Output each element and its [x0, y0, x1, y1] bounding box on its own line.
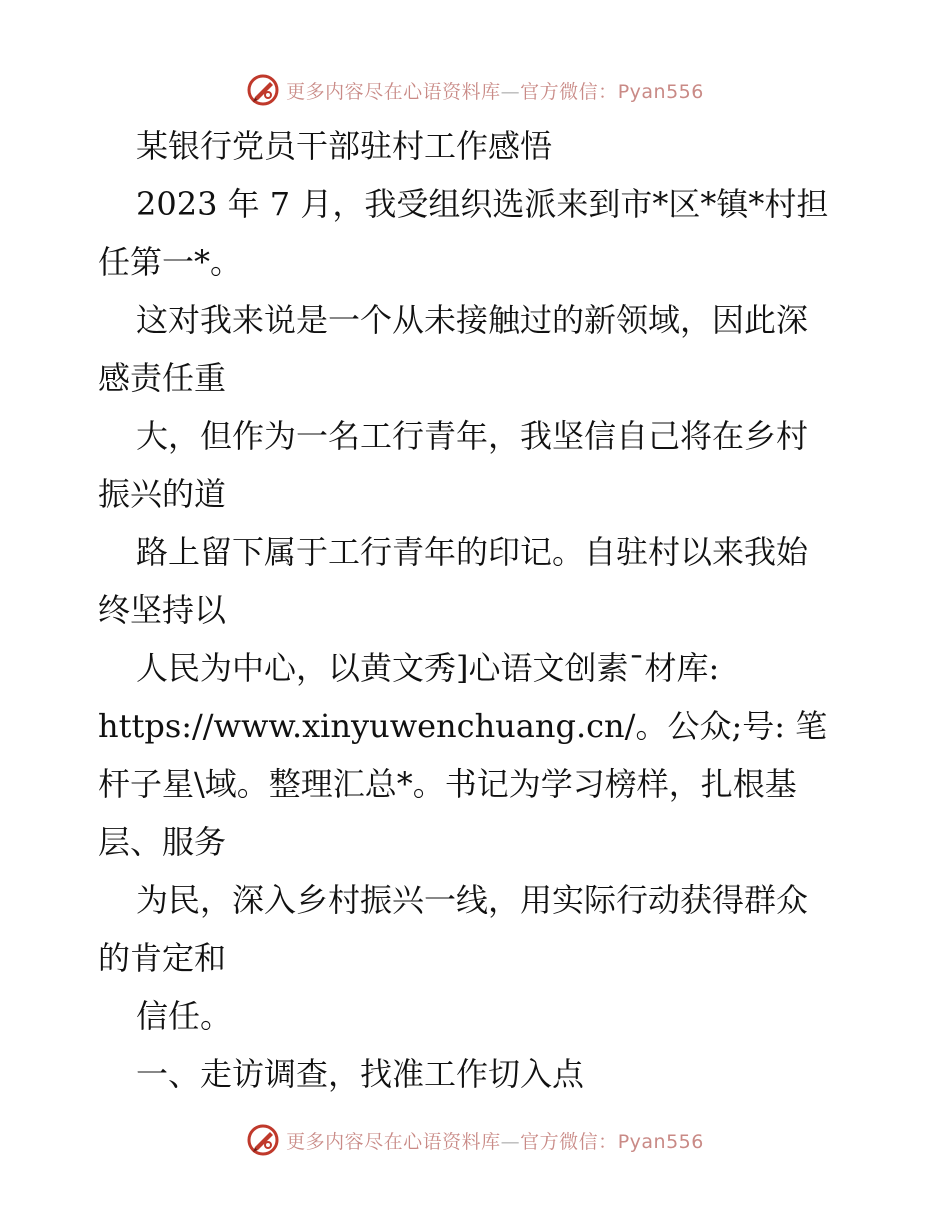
header-banner-content [246, 73, 704, 107]
body-line: 振兴的道 [98, 475, 227, 513]
body-line: 任第一*。 [98, 243, 243, 281]
body-line: 路上留下属于工行青年的印记。自驻村以来我始 [136, 533, 809, 571]
header-banner-wechat-id: Pyan556 [617, 80, 704, 103]
header-banner-text [286, 77, 704, 104]
xinyu-logo-icon [246, 1123, 280, 1157]
body-line: 大，但作为一名工行青年，我坚信自己将在乡村 [136, 417, 809, 455]
header-banner [0, 70, 950, 110]
footer-banner-content [246, 1123, 704, 1157]
body-line: 终坚持以 [98, 591, 227, 629]
body-line: 感责任重 [98, 359, 227, 397]
body-line: 这对我来说是一个从未接触过的新领域，因此深 [136, 301, 809, 339]
header-banner-separator: — [500, 80, 521, 103]
body-line: 为民，深入乡村振兴一线，用实际行动获得群众 [136, 881, 809, 919]
section-heading: 一、走访调查，找准工作切入点 [136, 1055, 585, 1093]
body-line-url: https://www.xinyuwenchuang.cn/。公众;号: 笔 [98, 707, 828, 745]
footer-banner-text [286, 1127, 704, 1154]
footer-banner [0, 1120, 950, 1160]
footer-banner-title: 更多内容尽在心语资料库 [286, 1130, 501, 1153]
header-banner-wechat-label: 官方微信： [520, 80, 618, 103]
footer-banner-wechat-label: 官方微信： [520, 1130, 618, 1153]
xinyu-logo-icon [246, 73, 280, 107]
body-line: 层、服务 [98, 823, 227, 861]
body-line: 2023 年 7 月，我受组织选派来到市*区*镇*村担 [136, 185, 829, 223]
body-line: 杆子星\域。整理汇总*。书记为学习榜样，扎根基 [98, 765, 797, 803]
body-line: 的肯定和 [98, 939, 227, 977]
footer-banner-separator: — [500, 1130, 521, 1153]
body-line: 信任。 [136, 997, 233, 1035]
document-title: 某银行党员干部驻村工作感悟 [136, 127, 553, 165]
footer-banner-wechat-id: Pyan556 [617, 1130, 704, 1153]
header-banner-title: 更多内容尽在心语资料库 [286, 80, 501, 103]
body-line: 人民为中心，以黄文秀]心语文创素¯材库: [136, 649, 720, 687]
